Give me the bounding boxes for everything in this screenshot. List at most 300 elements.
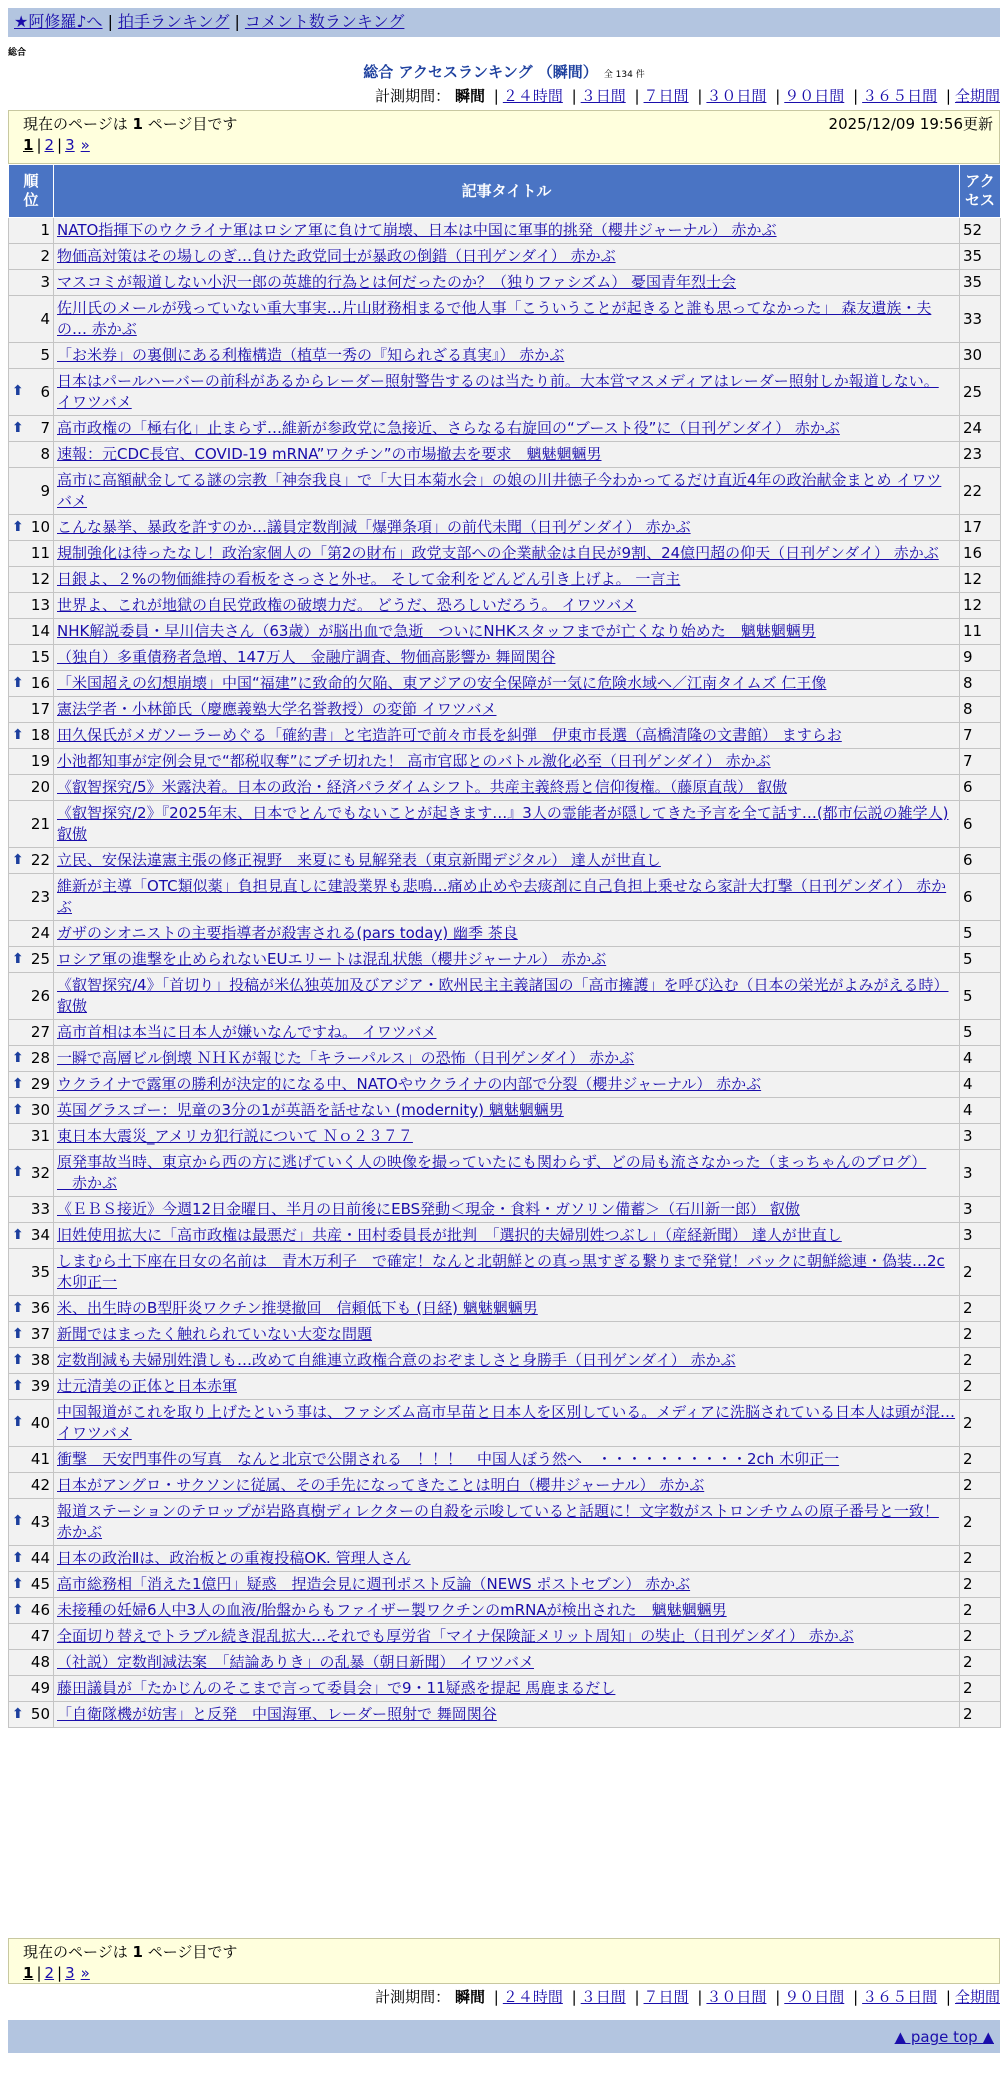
rank-cell (9, 848, 54, 874)
page-1-current: 1 (23, 136, 34, 154)
access-count: 7 (960, 723, 1001, 749)
access-count: 30 (960, 343, 1001, 369)
title-cell (54, 1098, 960, 1124)
table-row (9, 1124, 1001, 1150)
access-count: 2 (960, 1624, 1001, 1650)
rank-number: 17 (30, 700, 50, 718)
table-row (9, 416, 1001, 442)
title-cell (54, 1650, 960, 1676)
page-2-link[interactable]: 2 (44, 1964, 55, 1982)
arrow-up-icon: ⬆ (12, 1299, 24, 1316)
period-current: 瞬間 (454, 87, 485, 105)
title-cell (54, 270, 960, 296)
current-page-post: ページ目です (147, 1943, 238, 1961)
arrow-up-icon: ⬆ (12, 851, 24, 868)
ranking-table (8, 164, 1001, 1728)
arrow-up-icon: ⬆ (12, 1601, 24, 1618)
title-cell (54, 468, 960, 515)
rank-number: 18 (30, 726, 50, 744)
period-label: 計測期間： (375, 1988, 451, 2006)
rank-cell (9, 1046, 54, 1072)
table-row (9, 1572, 1001, 1598)
period-3d-link[interactable]: ３日間 (580, 87, 626, 105)
access-count: 2 (960, 1650, 1001, 1676)
title-cell (54, 874, 960, 921)
article-title-link[interactable]: 全面切り替えでトラブル続き混乱拡大…それでも厚労省「マイナ保険証メリット周知」の奘止（日刊ゲンダイ） 赤かぶ (57, 1627, 854, 1645)
page-title (0, 62, 1008, 85)
access-count: 8 (960, 671, 1001, 697)
table-row (9, 801, 1001, 848)
article-title-link[interactable]: こんな暴挙、暴政を許すのか…議員定数削減「爆弾条項」の前代未聞（日刊ゲンダイ） 赤かぶ (57, 518, 691, 536)
table-row (9, 619, 1001, 645)
rank-number: 27 (30, 1023, 50, 1041)
rank-number: 32 (30, 1163, 50, 1182)
rank-cell (9, 775, 54, 801)
table-row (9, 593, 1001, 619)
article-title-link[interactable]: 《ＥＢＳ接近》今週12日金曜日、半月の日前後にEBS発動＜現金・食料・ガソリン備蓄＞（石川新一郎） 叡傲 (57, 1200, 800, 1218)
table-row (9, 1499, 1001, 1546)
table-row (9, 270, 1001, 296)
article-title-link[interactable]: 日本はパールハーバーの前科があるからレーダー照射警告するのは当たり前。大本営マスメディアはレーダー照射しか報道しない。 イワツバメ (57, 372, 939, 411)
period-all-link[interactable]: 全期間 (954, 87, 1000, 105)
rank-number: 46 (30, 1601, 50, 1619)
rank-cell (9, 343, 54, 369)
article-title-link[interactable]: 高市に高額献金してる謎の宗教「神奈我良」で「大日本菊水会」の娘の川井徳子今わかってるだけ直近4年の政治献金まとめ イワツバメ (57, 471, 942, 510)
article-title-link[interactable]: 規制強化は待ったなし！政治家個人の「第2の財布」政党支部への企業献金は自民が9割、24億円超の仰天（日刊ゲンダイ） 赤かぶ (57, 544, 939, 562)
rank-cell (9, 1374, 54, 1400)
article-title-link[interactable]: 英国グラスゴー：児童の3分の1が英語を話せない (modernity) 魑魅魍魎男 (57, 1101, 564, 1119)
rank-number: 25 (30, 950, 50, 968)
article-title-link[interactable]: 物価高対策はその場しのぎ…負けた政党同士が暴政の倒錯（日刊ゲンダイ） 赤かぶ (57, 247, 616, 265)
rank-number: 3 (40, 273, 50, 291)
rank-cell (9, 1072, 54, 1098)
article-title-link[interactable]: 高市首相は本当に日本人が嫌いなんですね。 イワツバメ (57, 1023, 437, 1041)
rank-cell (9, 593, 54, 619)
table-row (9, 775, 1001, 801)
rank-number: 14 (30, 622, 50, 640)
rank-cell (9, 244, 54, 270)
page-3-link[interactable]: 3 (65, 136, 75, 154)
table-row (9, 645, 1001, 671)
access-count: 2 (960, 1374, 1001, 1400)
article-title-link[interactable]: 憲法学者・小林節氏（慶應義塾大学名誉教授）の変節 イワツバメ (57, 700, 497, 718)
table-row (9, 1348, 1001, 1374)
table-row (9, 749, 1001, 775)
article-title-link[interactable]: 田久保氏がメガソーラーめぐる「確約書」と宅造許可で前々市長を糾弾 伊東市長選（高橋清隆の文書館） ますらお (57, 726, 842, 744)
rank-cell (9, 874, 54, 921)
table-row (9, 848, 1001, 874)
rank-number: 42 (30, 1476, 50, 1494)
asyura-home-link[interactable]: ★阿修羅♪へ (14, 12, 103, 31)
article-title-link[interactable]: 小池都知事が定例会見で“都税収奪”にブチ切れた！ 高市官邸とのバトル激化必至（日刊ゲンダイ） 赤かぶ (57, 752, 771, 770)
access-count: 8 (960, 697, 1001, 723)
title-cell (54, 369, 960, 416)
table-row (9, 218, 1001, 244)
article-title-link[interactable]: 日本の政治Ⅱは、政治板との重複投稿OK. 管理人さん (57, 1549, 411, 1567)
page-3-link[interactable]: 3 (65, 1964, 75, 1982)
table-row (9, 874, 1001, 921)
article-title-link[interactable]: 未接種の妊婦6人中3人の血液/胎盤からもファイザー製ワクチンのmRNAが検出された 魑魅魍魎男 (57, 1601, 727, 1619)
next-page-link[interactable]: » (80, 136, 90, 154)
current-page-text-bottom (23, 1942, 985, 1963)
article-title-link[interactable]: しまむら土下座在日女の名前は 青木万利子 で確定！なんと北朝鮮との真っ黒すぎる繋りまで発覚！バックに朝鮮総連・偽装…2c 木卯正一 (57, 1252, 945, 1291)
table-row (9, 1650, 1001, 1676)
title-cell (54, 1676, 960, 1702)
rank-number: 37 (30, 1325, 50, 1343)
table-row (9, 1702, 1001, 1728)
title-cell (54, 848, 960, 874)
period-30d-link[interactable]: ３０日間 (706, 1988, 767, 2006)
article-title-link[interactable]: （社説）定数削減法案 「結論ありき」の乱暴（朝日新聞） イワツバメ (57, 1653, 534, 1671)
access-count: 3 (960, 1150, 1001, 1197)
access-count: 4 (960, 1072, 1001, 1098)
title-cell (54, 218, 960, 244)
article-title-link[interactable]: マスコミが報道しない小沢一郎の英雄的行為とは何だったのか？（独りファシズム） 憂国青年烈士会 (57, 273, 737, 291)
title-cell (54, 1374, 960, 1400)
article-title-link[interactable]: 《叡智探究/4》「首切り」投稿が米仏独英加及びアジア・欧州民主主義諸国の「高市擁護」を呼び込む（日本の栄光がよみがえる時） 叡傲 (57, 976, 949, 1015)
table-row (9, 1676, 1001, 1702)
article-title-link[interactable]: 高市政権の「極右化」止まらず…維新が参政党に急接近、さらなる右旋回の“ブースト役”に（日刊ゲンダイ） 赤かぶ (57, 419, 840, 437)
table-row (9, 541, 1001, 567)
rank-cell (9, 1447, 54, 1473)
page-top-link[interactable]: ▲ page top ▲ (894, 2028, 994, 2046)
access-count: 2 (960, 1322, 1001, 1348)
rank-number: 28 (30, 1049, 50, 1067)
title-cell (54, 1150, 960, 1197)
title-cell (54, 442, 960, 468)
period-24h-link[interactable]: ２４時間 (502, 1988, 563, 2006)
rank-cell (9, 619, 54, 645)
access-count: 11 (960, 619, 1001, 645)
article-title-link[interactable]: 原発事故当時、東京から西の方に逃げていく人の映像を撮っていたにも関わらず、どの局も流さなかった（まっちゃんのブログ） 赤かぶ (57, 1153, 927, 1192)
title-cell (54, 1223, 960, 1249)
rank-header: 順位 (9, 165, 54, 218)
rank-number: 35 (30, 1262, 50, 1281)
title-cell (54, 1624, 960, 1650)
title-cell (54, 1572, 960, 1598)
arrow-up-icon: ⬆ (12, 1705, 24, 1722)
rank-number: 31 (30, 1127, 50, 1145)
article-title-link[interactable]: 《叡智探究/2》『2025年末、日本でとんでもないことが起きます…』3人の霊能者が隠してきた予言を全て話す…(都市伝説の雑学人) 叡傲 (57, 804, 949, 843)
article-title-link[interactable]: 速報：元CDC長官、COVID-19 mRNA”ワクチン”の市場撤去を要求 魑魅魍魎男 (57, 445, 602, 463)
nav-separator: | (234, 12, 240, 31)
rank-number: 9 (40, 481, 50, 500)
title-cell (54, 1296, 960, 1322)
table-row (9, 973, 1001, 1020)
title-cell (54, 1072, 960, 1098)
article-title-link[interactable]: 日本がアングロ・サクソンに従属、その手先になってきたことは明白（櫻井ジャーナル） 赤かぶ (57, 1476, 705, 1494)
title-cell (54, 343, 960, 369)
rank-number: 47 (30, 1627, 50, 1645)
period-7d-link[interactable]: ７日間 (643, 87, 689, 105)
article-title-link[interactable]: 東日本大震災_アメリカ犯行説について Ｎｏ２３７７ (57, 1127, 413, 1145)
rank-number: 7 (40, 419, 50, 437)
rank-cell (9, 1124, 54, 1150)
rank-cell (9, 1296, 54, 1322)
access-count: 2 (960, 1676, 1001, 1702)
arrow-up-icon: ⬆ (12, 383, 24, 399)
access-count: 5 (960, 1020, 1001, 1046)
rank-cell (9, 468, 54, 515)
article-title-link[interactable]: 立民、安保法違憲主張の修正視野 来夏にも見解発表（東京新聞デジタル） 達人が世直し (57, 851, 661, 869)
arrow-up-icon: ⬆ (12, 1377, 24, 1394)
arrow-up-icon: ⬆ (12, 674, 24, 691)
rank-number: 13 (30, 596, 50, 614)
table-header-row (9, 165, 1001, 218)
title-cell (54, 1702, 960, 1728)
table-row (9, 468, 1001, 515)
access-count: 12 (960, 567, 1001, 593)
rank-cell (9, 1249, 54, 1296)
rank-number: 23 (30, 887, 50, 906)
article-title-link[interactable]: 「お米券」の裏側にある利権構造（植草一秀の『知られざる真実』） 赤かぶ (57, 346, 565, 364)
arrow-up-icon: ⬆ (12, 726, 24, 743)
rank-number: 50 (30, 1705, 50, 1723)
access-count: 35 (960, 270, 1001, 296)
arrow-up-icon: ⬆ (12, 1164, 24, 1180)
access-count: 4 (960, 1046, 1001, 1072)
count-header: アクセス (960, 165, 1001, 218)
rank-cell (9, 749, 54, 775)
period-7d-link[interactable]: ７日間 (643, 1988, 689, 2006)
current-page-pre: 現在のページは (23, 1943, 128, 1961)
title-cell (54, 515, 960, 541)
title-cell (54, 1400, 960, 1447)
table-row (9, 343, 1001, 369)
article-title-link[interactable]: 日銀よ、２%の物価維持の看板をさっさと外せ。 そして金利をどんどん引き上げよ。 一言主 (57, 570, 681, 588)
rank-number: 34 (30, 1226, 50, 1244)
rank-cell (9, 1598, 54, 1624)
table-row (9, 1098, 1001, 1124)
period-3d-link[interactable]: ３日間 (580, 1988, 626, 2006)
table-row (9, 1473, 1001, 1499)
article-title-link[interactable]: 定数削減も夫婦別姓潰しも…改めて自維連立政権合意のおぞましさと身勝手（日刊ゲンダイ） 赤かぶ (57, 1351, 736, 1369)
article-title-link[interactable]: 衝撃 天安門事件の写真 なんと北京で公開される ！！！ 中国人ぼう然へ ・・・・・・・・・・2ch 木卯正一 (57, 1450, 840, 1468)
title-cell (54, 1348, 960, 1374)
access-count: 7 (960, 749, 1001, 775)
access-count: 17 (960, 515, 1001, 541)
title-cell (54, 1249, 960, 1296)
article-title-link[interactable]: NATO指揮下のウクライナ軍はロシア軍に負けて崩壊、日本は中国に軍事的挑発（櫻井ジャーナル） 赤かぶ (57, 221, 777, 239)
rank-number: 44 (30, 1549, 50, 1567)
rank-number: 21 (30, 814, 50, 833)
article-title-link[interactable]: （独自）多重債務者急増、147万人 金融庁調査、物価高影響か 舞岡関谷 (57, 648, 556, 666)
comment-ranking-link[interactable]: コメント数ランキング (244, 12, 405, 31)
article-title-link[interactable]: 佐川氏のメールが残っていない重大事実…片山財務相まるで他人事「こういうことが起きると誰も思ってなかった」 森友遺族・夫の… 赤かぶ (57, 299, 932, 338)
title-cell (54, 1546, 960, 1572)
updated-timestamp: 2025/12/09 19:56更新 (828, 115, 993, 133)
article-title-link[interactable]: ロシア軍の進撃を止められないEUエリートは混乱状態（櫻井ジャーナル） 赤かぶ (57, 950, 607, 968)
rank-cell (9, 947, 54, 973)
table-row (9, 244, 1001, 270)
article-title-link[interactable]: 《叡智探究/5》米露決着。日本の政治・経済パラダイムシフト。共産主義終焉と信仰復権。（藤原直哉） 叡傲 (57, 778, 788, 796)
title-header: 記事タイトル (54, 165, 960, 218)
table-row (9, 567, 1001, 593)
clap-ranking-link[interactable]: 拍手ランキング (117, 12, 230, 31)
page-2-link[interactable]: 2 (44, 136, 55, 154)
period-selector-top: 計測期間： 瞬間 | ２４時間 | ３日間 | ７日間 | ３０日間 | ９０日間 | ３６５日間 | 全期間 (375, 87, 1000, 105)
article-title-link[interactable]: 藤田議員が「たかじんのそこまで言って委員会」で9・11疑惑を提起 馬鹿まるだし (57, 1679, 616, 1697)
rank-number: 45 (30, 1575, 50, 1593)
title-cell (54, 567, 960, 593)
article-title-link[interactable]: 報道ステーションのテロップが岩路真樹ディレクターの自殺を示唆していると話題に！文字数がストロンチウムの原子番号と一致！ 赤かぶ (57, 1502, 939, 1541)
access-count: 2 (960, 1348, 1001, 1374)
table-row (9, 1249, 1001, 1296)
title-cell (54, 1124, 960, 1150)
rank-cell (9, 416, 54, 442)
access-count: 24 (960, 416, 1001, 442)
article-title-link[interactable]: 「自衛隊機が妨害」と反発 中国海軍、レーダー照射で 舞岡関谷 (57, 1705, 497, 1723)
table-row (9, 1046, 1001, 1072)
title-cell (54, 775, 960, 801)
period-24h-link[interactable]: ２４時間 (502, 87, 563, 105)
article-title-link[interactable]: 辻元清美の正体と日本赤軍 (57, 1377, 238, 1395)
arrow-up-icon: ⬆ (12, 518, 24, 535)
rank-number: 29 (30, 1075, 50, 1093)
page-title-text: 総合 アクセスランキング （瞬間） (363, 63, 598, 81)
arrow-up-icon: ⬆ (12, 1049, 24, 1066)
article-title-link[interactable]: 中国報道がこれを取り上げたという事は、ファシズム高市早苗と日本人を区別している。メディアに洗脳されている日本人は頭が混… イワツバメ (57, 1403, 956, 1442)
period-label: 計測期間： (375, 87, 451, 105)
top-nav-bar (8, 8, 1000, 37)
current-page-number: 1 (132, 1943, 143, 1961)
rank-cell (9, 1624, 54, 1650)
title-cell (54, 541, 960, 567)
arrow-up-icon: ⬆ (12, 950, 24, 967)
table-row (9, 515, 1001, 541)
nav-separator: | (107, 12, 113, 31)
article-title-link[interactable]: 一瞬で高層ビル倒壊 ＮＨＫが報じた「キラーパルス」の恐怖（日刊ゲンダイ） 赤かぶ (57, 1049, 635, 1067)
article-title-link[interactable]: 旧姓使用拡大に「高市政権は最悪だ」共産・田村委員長が批判 「選択的夫婦別姓つぶし」（産経新聞） 達人が世直し (57, 1226, 842, 1244)
item-count: 全 134 件 (603, 70, 645, 80)
access-count: 22 (960, 468, 1001, 515)
title-cell (54, 1598, 960, 1624)
table-row (9, 1624, 1001, 1650)
rank-cell (9, 1546, 54, 1572)
next-page-link[interactable]: » (80, 1964, 90, 1982)
rank-cell (9, 1499, 54, 1546)
article-title-link[interactable]: NHK解説委員・早川信夫さん（63歳）が脳出血で急逝 ついにNHKスタッフまでが亡くなり始めた 魑魅魍魎男 (57, 622, 816, 640)
title-cell (54, 921, 960, 947)
access-count: 5 (960, 973, 1001, 1020)
rank-cell (9, 218, 54, 244)
rank-number: 43 (30, 1512, 50, 1531)
table-row (9, 921, 1001, 947)
arrow-up-icon: ⬆ (12, 1226, 24, 1243)
access-count: 2 (960, 1296, 1001, 1322)
current-page-number: 1 (132, 115, 143, 133)
rank-cell (9, 296, 54, 343)
article-title-link[interactable]: 世界よ、これが地獄の自民党政権の破壊力だ。 どうだ、恐ろしいだろう。 イワツバメ (57, 596, 637, 614)
access-count: 2 (960, 1473, 1001, 1499)
rank-number: 12 (30, 570, 50, 588)
title-cell (54, 1322, 960, 1348)
period-30d-link[interactable]: ３０日間 (706, 87, 767, 105)
article-title-link[interactable]: 高市総務相「消えた1億円」疑惑 捏造会見に週刊ポスト反論（NEWS ポストセブン） 赤かぶ (57, 1575, 691, 1593)
rank-number: 41 (30, 1450, 50, 1468)
table-row (9, 1020, 1001, 1046)
title-cell (54, 671, 960, 697)
article-title-link[interactable]: 「米国超えの幻想崩壊」中国“福建”に致命的欠陥、東アジアの安全保障が一気に危険水域へ／江南タイムズ 仁王像 (57, 674, 827, 692)
current-page-post: ページ目です (147, 115, 238, 133)
rank-number: 19 (30, 752, 50, 770)
article-title-link[interactable]: ガザのシオニストの主要指導者が殺害される(pars today) 幽季 茶良 (57, 924, 518, 942)
rank-number: 10 (30, 518, 50, 536)
rank-cell (9, 1702, 54, 1728)
access-count: 6 (960, 801, 1001, 848)
rank-cell (9, 645, 54, 671)
rank-cell (9, 671, 54, 697)
period-90d-link[interactable]: ９０日間 (784, 1988, 845, 2006)
rank-cell (9, 1197, 54, 1223)
table-row (9, 723, 1001, 749)
title-cell (54, 947, 960, 973)
rank-cell (9, 801, 54, 848)
title-cell (54, 1020, 960, 1046)
title-cell (54, 593, 960, 619)
table-row (9, 1322, 1001, 1348)
rank-number: 33 (30, 1200, 50, 1218)
table-row (9, 1296, 1001, 1322)
access-count: 3 (960, 1124, 1001, 1150)
period-all-link[interactable]: 全期間 (954, 1988, 1000, 2006)
rank-cell (9, 1650, 54, 1676)
access-count: 2 (960, 1572, 1001, 1598)
title-cell (54, 416, 960, 442)
rank-cell (9, 442, 54, 468)
rank-number: 20 (30, 778, 50, 796)
rank-number: 2 (40, 247, 50, 265)
rank-number: 48 (30, 1653, 50, 1671)
page-1-current: 1 (23, 1964, 34, 1982)
table-row (9, 1197, 1001, 1223)
rank-number: 6 (40, 382, 50, 401)
rank-cell (9, 921, 54, 947)
period-current: 瞬間 (454, 1988, 485, 2006)
rank-cell (9, 1223, 54, 1249)
rank-number: 39 (30, 1377, 50, 1395)
title-cell (54, 1473, 960, 1499)
table-row (9, 1374, 1001, 1400)
access-count: 2 (960, 1598, 1001, 1624)
period-90d-link[interactable]: ９０日間 (784, 87, 845, 105)
arrow-up-icon: ⬆ (12, 1101, 24, 1118)
arrow-up-icon: ⬆ (12, 1075, 24, 1092)
article-title-link[interactable]: 新聞ではまったく触れられていない大変な問題 (57, 1325, 373, 1343)
rank-cell (9, 1572, 54, 1598)
rank-cell (9, 1322, 54, 1348)
table-row (9, 1150, 1001, 1197)
page-info-bottom (8, 1938, 1000, 1984)
rank-cell (9, 1150, 54, 1197)
period-365d-link[interactable]: ３６５日間 (862, 1988, 938, 2006)
rank-cell (9, 1020, 54, 1046)
access-count: 2 (960, 1499, 1001, 1546)
period-365d-link[interactable]: ３６５日間 (862, 87, 938, 105)
bottom-bar (8, 2020, 1000, 2053)
article-title-link[interactable]: 維新が主導「OTC類似薬」負担見直しに建設業界も悲鳴…痛め止めや去痰剤に自己負担上乗せなら家計大打撃（日刊ゲンダイ） 赤かぶ (57, 877, 947, 916)
article-title-link[interactable]: ウクライナで露軍の勝利が決定的になる中、NATOやウクライナの内部で分裂（櫻井ジャーナル） 赤かぶ (57, 1075, 762, 1093)
access-count: 35 (960, 244, 1001, 270)
rank-cell (9, 1348, 54, 1374)
title-cell (54, 723, 960, 749)
title-cell (54, 973, 960, 1020)
arrow-up-icon: ⬆ (12, 1351, 24, 1368)
access-count: 16 (960, 541, 1001, 567)
article-title-link[interactable]: 米、出生時のB型肝炎ワクチン推奨撤回 信頼低下も (日経) 魑魅魍魎男 (57, 1299, 538, 1317)
rank-cell (9, 697, 54, 723)
rank-number: 1 (40, 221, 50, 239)
